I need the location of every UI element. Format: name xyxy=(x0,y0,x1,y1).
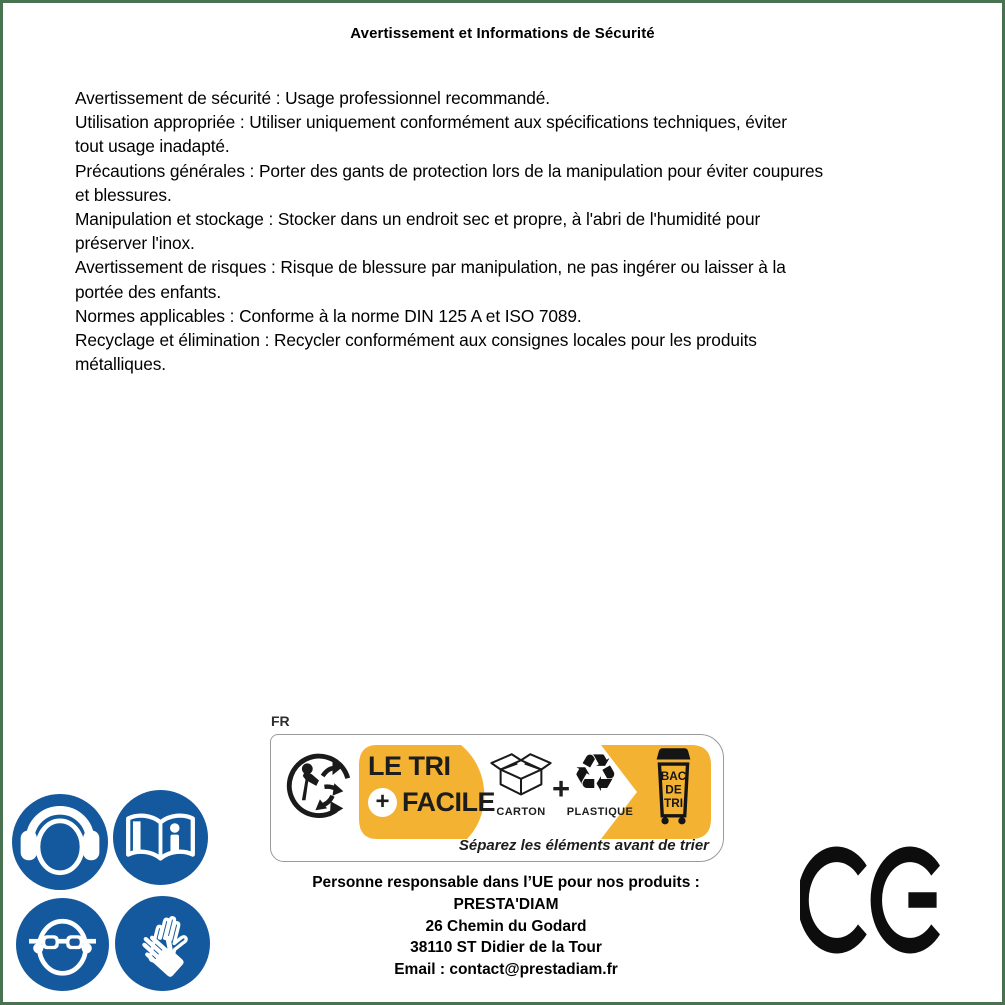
bin-text-line: TRI xyxy=(663,795,684,810)
page-title: Avertissement et Informations de Sécurité xyxy=(350,25,655,42)
bin-text-line: BAC xyxy=(660,768,687,783)
ce-marking-icon xyxy=(800,846,945,954)
plastic-recycling-icon: ♻ xyxy=(572,744,619,804)
bin-text-line: DE xyxy=(665,782,682,797)
sorting-instruction-text: Séparez les éléments avant de trier xyxy=(458,837,709,854)
sorting-bin-icon xyxy=(651,747,696,826)
sorting-info-label xyxy=(270,734,724,862)
read-instruction-manual-icon xyxy=(113,790,208,885)
material-plastique-label: PLASTIQUE xyxy=(566,806,634,818)
responsible-email: Email : contact@prestadiam.fr xyxy=(394,961,618,979)
safety-text-line: Utilisation appropriée : Utiliser uniquement conformément aux spécifications techniques, éviter xyxy=(75,112,787,133)
safety-text-line: et blessures. xyxy=(75,184,172,205)
responsible-address-line: 26 Chemin du Godard xyxy=(425,917,587,935)
safety-text-line: tout usage inadapté. xyxy=(75,136,230,157)
safety-text-line: portée des enfants. xyxy=(75,281,222,302)
safety-text-line: Avertissement de risques : Risque de blessure par manipulation, ne pas ingérer ou laisser à la xyxy=(75,257,786,278)
responsible-company: PRESTA'DIAM xyxy=(453,895,559,913)
wear-eye-protection-icon xyxy=(16,898,109,991)
safety-text-line: Avertissement de sécurité : Usage professionnel recommandé. xyxy=(75,88,551,108)
sorting-headline-facile: FACILE xyxy=(402,786,496,817)
responsible-address-line: 38110 ST Didier de la Tour xyxy=(410,939,602,957)
wear-ear-protection-icon xyxy=(12,794,108,890)
responsible-line: Personne responsable dans l’UE pour nos produits : xyxy=(312,874,700,891)
country-code-label: FR xyxy=(271,713,290,729)
responsible-party-block xyxy=(258,872,754,981)
safety-text-line: Manipulation et stockage : Stocker dans un endroit sec et propre, à l'abri de l'humidité pour xyxy=(75,209,761,230)
safety-text-block xyxy=(75,86,965,376)
plus-badge-icon: + xyxy=(368,788,397,817)
plus-separator: + xyxy=(552,771,571,806)
cardboard-box-icon xyxy=(490,751,552,801)
material-carton-label: CARTON xyxy=(496,806,546,818)
safety-text-line: Normes applicables : Conforme à la norme DIN 125 A et ISO 7089. xyxy=(75,305,582,326)
sorting-headline-line2 xyxy=(368,787,495,817)
safety-text-line: Recyclage et élimination : Recycler conformément aux consignes locales pour les produits xyxy=(75,330,757,351)
triman-icon xyxy=(283,745,355,825)
safety-text-line: préserver l'inox. xyxy=(75,233,195,254)
safety-text-line: métalliques. xyxy=(75,354,167,375)
safety-text-line: Précautions générales : Porter des gants de protection lors de la manipulation pour éviter coupures xyxy=(75,160,824,181)
wear-protective-gloves-icon xyxy=(115,896,210,991)
sorting-headline-line1: LE TRI xyxy=(368,751,451,781)
